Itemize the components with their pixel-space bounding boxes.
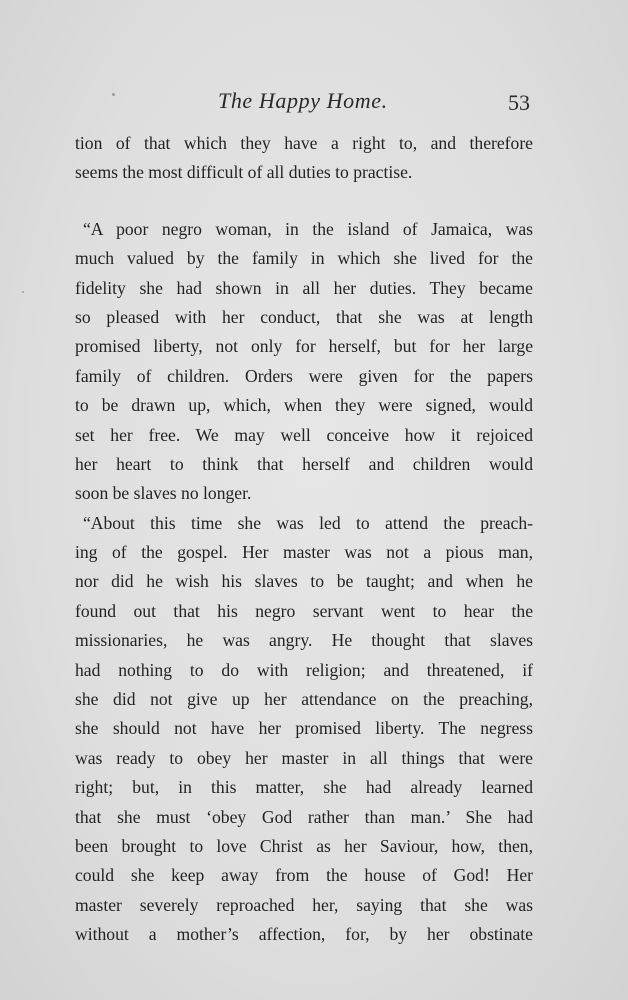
text-line: missionaries, he was angry. He thought that slaves (75, 630, 533, 651)
text-line: could she keep away from the house of God! Her (75, 865, 533, 886)
text-line: master severely reproached her, saying that she was (75, 894, 533, 915)
text-line: “About this time she was led to attend the preach- (83, 512, 533, 533)
running-title: The Happy Home. (218, 88, 388, 113)
text-line: soon be slaves no longer. (75, 483, 252, 504)
text-line: set her free. We may well conceive how it rejoiced (75, 424, 533, 445)
text-line: ing of the gospel. Her master was not a pious man, (75, 542, 533, 563)
paragraph (75, 509, 533, 950)
text-line: promised liberty, not only for herself, but for her large (75, 336, 533, 357)
paragraph-gap (75, 188, 533, 215)
paragraph (75, 215, 533, 509)
text-line: seems the most difficult of all duties to practise. (75, 162, 413, 183)
text-line: right; but, in this matter, she had already learned (75, 777, 533, 798)
text-line: to be drawn up, which, when they were signed, would (75, 395, 533, 416)
body-text (75, 129, 533, 950)
text-line: she did not give up her attendance on the preaching, (75, 689, 533, 710)
text-line: without a mother’s affection, for, by her obstinate (75, 924, 533, 945)
running-head (0, 88, 628, 118)
text-line: so pleased with her conduct, that she was at length (75, 306, 533, 327)
text-line: nor did he wish his slaves to be taught; and when he (75, 571, 533, 592)
text-line: fidelity she had shown in all her duties. They became (75, 277, 533, 298)
scan-speck (22, 291, 24, 293)
text-line: been brought to love Christ as her Saviour, how, then, (75, 835, 533, 856)
text-line: found out that his negro servant went to hear the (75, 600, 533, 621)
text-line: tion of that which they have a right to, and therefore (75, 133, 533, 153)
text-line: her heart to think that herself and children would (75, 453, 533, 474)
text-line: had nothing to do with religion; and threatened, if (75, 659, 533, 680)
text-line: “A poor negro woman, in the island of Jamaica, was (83, 218, 533, 239)
text-line: much valued by the family in which she lived for the (75, 248, 533, 269)
text-line: that she must ‘obey God rather than man.’ She had (75, 806, 533, 827)
page-number: 53 (508, 90, 530, 115)
text-line: family of children. Orders were given for the papers (75, 365, 533, 386)
scan-speck (112, 93, 115, 96)
text-line: was ready to obey her master in all things that were (75, 747, 533, 768)
paragraph (75, 129, 533, 188)
text-line: she should not have her promised liberty. The negress (75, 718, 533, 739)
